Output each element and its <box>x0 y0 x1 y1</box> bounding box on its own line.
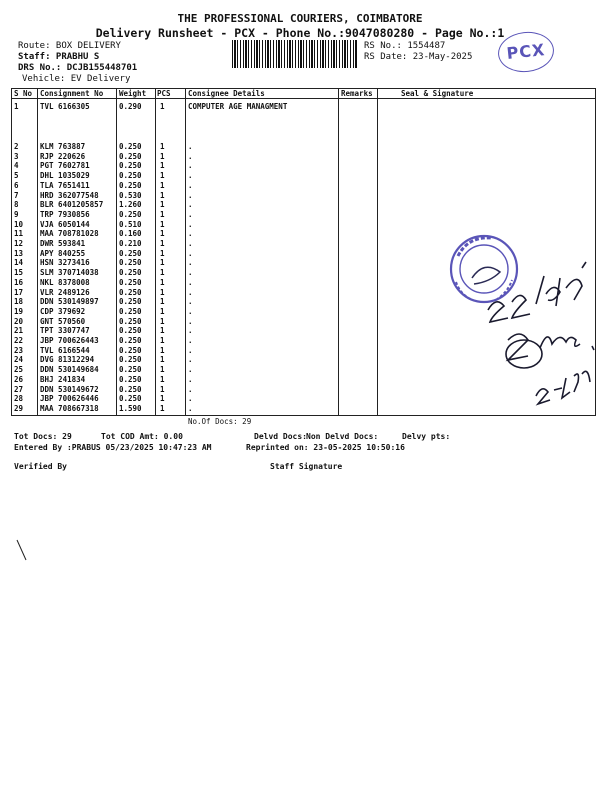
row-consignment: HRD 362077548 <box>40 190 99 200</box>
row-weight: 0.250 <box>119 258 142 268</box>
col-seal: Seal & Signature <box>401 89 474 98</box>
rs-number: RS No.: 1554487 <box>364 41 446 51</box>
row-sno: 25 <box>14 365 24 375</box>
row-pcs: 1 <box>160 403 165 413</box>
col-weight: Weight <box>119 89 147 98</box>
row-weight: 0.250 <box>119 209 142 219</box>
row-weight: 1.590 <box>119 403 142 413</box>
row-consignment: TPT 3307747 <box>40 326 90 336</box>
row-consignment: VJA 6050144 <box>40 219 90 229</box>
row-consignee: . <box>188 161 193 171</box>
row-weight: 0.250 <box>119 394 142 404</box>
row-consignment: BLR 6401205857 <box>40 200 104 210</box>
row-weight: 0.250 <box>119 142 142 151</box>
non-delivered-docs: Non Delvd Docs: <box>306 432 379 441</box>
rs-date: RS Date: 23-May-2025 <box>364 52 473 62</box>
row-consignee: . <box>188 229 193 239</box>
tot-cod-amount: Tot COD Amt: 0.00 <box>101 432 183 441</box>
no-of-docs: No.Of Docs: 29 <box>188 417 252 426</box>
row-weight: 1.260 <box>119 200 142 210</box>
row-pcs: 1 <box>160 258 165 268</box>
row-sno: 26 <box>14 374 24 384</box>
row-consignment: JBP 700626446 <box>40 394 99 404</box>
row-pcs: 1 <box>160 287 165 297</box>
row-consignment: CDP 379692 <box>40 306 86 316</box>
row-weight: 0.250 <box>119 306 142 316</box>
row-weight: 0.250 <box>119 336 142 345</box>
row-consignee: . <box>188 336 193 345</box>
row-sno: 24 <box>14 355 24 365</box>
row-weight: 0.250 <box>119 345 142 355</box>
row-pcs: 1 <box>160 239 165 248</box>
col-consignment: Consignment No <box>40 89 104 98</box>
row-consignment: KLM 763887 <box>40 142 86 151</box>
row-consignment: RJP 220626 <box>40 151 86 161</box>
row-consignee: . <box>188 355 193 365</box>
row-pcs: 1 <box>160 365 165 375</box>
row-consignment: JBP 700626443 <box>40 336 99 345</box>
row-weight: 0.250 <box>119 384 142 394</box>
row-weight: 0.290 <box>119 102 142 111</box>
row-sno: 1 <box>14 102 19 111</box>
row-sno: 27 <box>14 384 24 394</box>
row-pcs: 1 <box>160 171 165 181</box>
row-weight: 0.250 <box>119 171 142 181</box>
row-sno: 16 <box>14 277 24 287</box>
row-weight: 0.210 <box>119 239 142 248</box>
row-sno: 28 <box>14 394 24 404</box>
row-consignment: DVG 81312294 <box>40 355 95 365</box>
row-consignee: . <box>188 248 193 258</box>
col-sno: S No <box>14 89 33 98</box>
row-consignee: . <box>188 171 193 181</box>
pcx-stamp: PCX <box>496 29 556 75</box>
row-consignment: GNT 570560 <box>40 316 86 326</box>
row-weight: 0.250 <box>119 297 142 307</box>
row-sno: 15 <box>14 268 24 278</box>
row-consignee: . <box>188 306 193 316</box>
row-pcs: 1 <box>160 248 165 258</box>
row-consignment: PGT 7602781 <box>40 161 90 171</box>
row-weight: 0.250 <box>119 365 142 375</box>
row-pcs: 1 <box>160 102 165 111</box>
row-weight: 0.250 <box>119 161 142 171</box>
row-pcs: 1 <box>160 200 165 210</box>
row-consignee: . <box>188 316 193 326</box>
row-sno: 13 <box>14 248 24 258</box>
verified-by: Verified By <box>14 462 67 471</box>
row-sno: 4 <box>14 161 19 171</box>
row-pcs: 1 <box>160 297 165 307</box>
vehicle-label: Vehicle: EV Delivery <box>22 74 131 84</box>
row-weight: 0.250 <box>119 316 142 326</box>
col-consignee: Consignee Details <box>188 89 265 98</box>
row-sno: 22 <box>14 336 24 345</box>
route-label: Route: BOX DELIVERY <box>18 41 121 51</box>
row-consignment: TLA 7651411 <box>40 180 90 190</box>
row-pcs: 1 <box>160 229 165 239</box>
row-consignment: DHL 1035029 <box>40 171 90 181</box>
row-consignee: . <box>188 297 193 307</box>
col-pcs: PCS <box>157 89 171 98</box>
row-sno: 12 <box>14 239 24 248</box>
row-consignment: TVL 6166544 <box>40 345 90 355</box>
row-sno: 21 <box>14 326 24 336</box>
row-sno: 19 <box>14 306 24 316</box>
row-pcs: 1 <box>160 326 165 336</box>
row-consignment: TVL 6166305 <box>40 102 90 111</box>
row-consignee: . <box>188 326 193 336</box>
row-pcs: 1 <box>160 277 165 287</box>
row-consignment: NKL 8378008 <box>40 277 90 287</box>
row-consignment: MAA 708781028 <box>40 229 99 239</box>
row-pcs: 1 <box>160 306 165 316</box>
tot-docs: Tot Docs: 29 <box>14 432 72 441</box>
row-pcs: 1 <box>160 374 165 384</box>
row-pcs: 1 <box>160 180 165 190</box>
row-pcs: 1 <box>160 151 165 161</box>
row-consignment: TRP 7930856 <box>40 209 90 219</box>
row-consignee: . <box>188 365 193 375</box>
row-consignment: DWR 593841 <box>40 239 86 248</box>
row-sno: 6 <box>14 180 19 190</box>
row-consignment: DDN 530149672 <box>40 384 99 394</box>
row-sno: 5 <box>14 171 19 181</box>
row-consignee: . <box>188 268 193 278</box>
row-sno: 14 <box>14 258 24 268</box>
row-consignee: . <box>188 258 193 268</box>
entered-by: Entered By :PRABUS 05/23/2025 10:47:23 AM <box>14 443 212 452</box>
row-consignee: . <box>188 180 193 190</box>
row-pcs: 1 <box>160 355 165 365</box>
row-consignee: . <box>188 239 193 248</box>
row-consignment: APY 840255 <box>40 248 86 258</box>
row-consignment: VLR 2489126 <box>40 287 90 297</box>
row-sno: 18 <box>14 297 24 307</box>
reprinted-on: Reprinted on: 23-05-2025 10:50:16 <box>246 443 405 452</box>
runsheet-subtitle: Delivery Runsheet - PCX - Phone No.:9047080280 - Page No.:1 <box>95 26 505 40</box>
row-consignment: MAA 708667318 <box>40 403 99 413</box>
row-weight: 0.510 <box>119 219 142 229</box>
row-consignee: . <box>188 200 193 210</box>
handwritten-date-signature <box>478 258 600 418</box>
row-pcs: 1 <box>160 316 165 326</box>
delivered-docs: Delvd Docs: <box>254 432 307 441</box>
row-consignee: . <box>188 190 193 200</box>
row-sno: 2 <box>14 142 19 151</box>
row-consignment: HSN 3273416 <box>40 258 90 268</box>
row-consignment: BHJ 241834 <box>40 374 86 384</box>
row-consignment: DDN 530149684 <box>40 365 99 375</box>
row-consignment: DDN 530149897 <box>40 297 99 307</box>
row-sno: 9 <box>14 209 19 219</box>
row-sno: 23 <box>14 345 24 355</box>
row-weight: 0.250 <box>119 277 142 287</box>
row-pcs: 1 <box>160 345 165 355</box>
row-pcs: 1 <box>160 336 165 345</box>
row-consignee: . <box>188 374 193 384</box>
row-weight: 0.250 <box>119 355 142 365</box>
drs-number: DRS No.: DCJB155448701 <box>18 63 138 73</box>
row-weight: 0.530 <box>119 190 142 200</box>
row-consignee: . <box>188 151 193 161</box>
staff-signature: Staff Signature <box>270 462 343 471</box>
row-consignee: COMPUTER AGE MANAGMENT <box>188 102 288 111</box>
barcode <box>232 40 358 68</box>
row-consignee: . <box>188 394 193 404</box>
row-weight: 0.250 <box>119 248 142 258</box>
row-pcs: 1 <box>160 219 165 229</box>
row-consignee: . <box>188 403 193 413</box>
row-weight: 0.250 <box>119 287 142 297</box>
row-pcs: 1 <box>160 384 165 394</box>
row-sno: 11 <box>14 229 24 239</box>
row-weight: 0.250 <box>119 326 142 336</box>
runsheet-title: THE PROFESSIONAL COURIERS, COIMBATORE <box>177 12 423 25</box>
row-weight: 0.250 <box>119 151 142 161</box>
row-weight: 0.160 <box>119 229 142 239</box>
col-remarks: Remarks <box>341 89 373 98</box>
delivery-points: Delvy pts: <box>402 432 451 441</box>
pen-mark <box>14 538 30 562</box>
row-consignee: . <box>188 287 193 297</box>
row-sno: 7 <box>14 190 19 200</box>
row-pcs: 1 <box>160 268 165 278</box>
row-consignee: . <box>188 277 193 287</box>
row-sno: 3 <box>14 151 19 161</box>
row-consignee: . <box>188 345 193 355</box>
row-pcs: 1 <box>160 161 165 171</box>
row-sno: 8 <box>14 200 19 210</box>
row-consignee: . <box>188 384 193 394</box>
row-sno: 10 <box>14 219 24 229</box>
row-pcs: 1 <box>160 190 165 200</box>
row-consignee: . <box>188 209 193 219</box>
row-sno: 17 <box>14 287 24 297</box>
row-consignment: SLM 370714038 <box>40 268 99 278</box>
staff-label: Staff: PRABHU S <box>18 52 100 62</box>
row-weight: 0.250 <box>119 180 142 190</box>
row-sno: 29 <box>14 403 24 413</box>
row-pcs: 1 <box>160 209 165 219</box>
row-consignee: . <box>188 219 193 229</box>
row-sno: 20 <box>14 316 24 326</box>
row-pcs: 1 <box>160 142 165 151</box>
row-weight: 0.250 <box>119 374 142 384</box>
row-pcs: 1 <box>160 394 165 404</box>
row-consignee: . <box>188 142 193 151</box>
row-weight: 0.250 <box>119 268 142 278</box>
